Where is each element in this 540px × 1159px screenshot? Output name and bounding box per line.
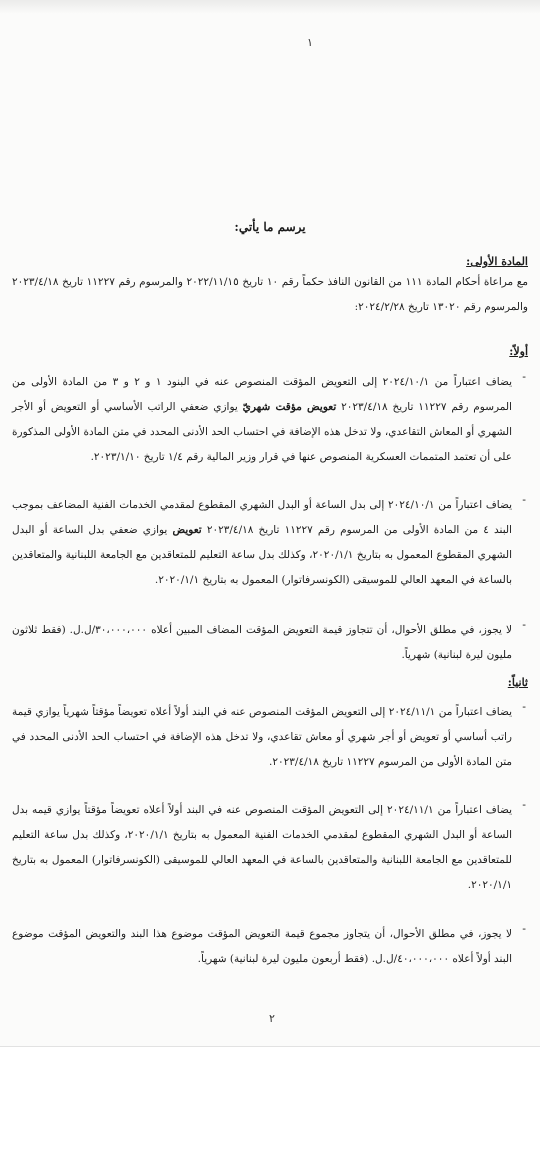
first-item-3 [12,618,512,668]
first-item-2 [12,493,512,593]
decree-heading: يرسم ما يأتي: [234,220,306,234]
intro-paragraph: مع مراعاة أحكام المادة ١١١ من القانون النافذ حكماً رقم ١٠ تاريخ ٢٠٢٢/١١/١٥ والمرسوم رقم ١١٢٢٧ تاريخ ٢٠٢٣/٤/١٨ والمرسوم رقم ١٣٠٢٠ تاريخ ٢٠٢٤/٢/٢٨: [12,276,528,313]
bullet-dash: - [522,618,526,631]
bullet-dash: - [522,700,526,713]
second-item-1: يضاف اعتباراً من ٢٠٢٤/١١/١ إلى التعويض المؤقت المنصوص عنه في البند أولاً أعلاه تعويضاً مؤقتاً شهرياً يوازي قيمة راتب أساسي أو تعويض أو أجر شهري أو معاش تقاعدي، ولا تدخل هذه الإضافة في احتساب الحد الأدنى المحدد في متن المادة الأولى من المرسوم ١١٢٢٧ تاريخ ٢٠٢٣/٤/١٨. [12,706,512,768]
second-item-2: يضاف اعتباراً من ٢٠٢٤/١١/١ إلى التعويض المؤقت المنصوص عنه في البند أولاً أعلاه تعويضاً مؤقتاً يوازي قيمه بدل الساعة أو البدل الشهري المقطوع لمقدمي الخدمات الفنية المعمول به بتاريخ ٢٠٢٠/١/١، وكذلك بدل ساعة التعليم للمتعاقدين مع الجامعة اللبنانية والمتعاقدين بالساعة في المعهد العالي للموسيقى (الكونسرفاتوار) المعمول به بتاريخ ٢٠٢٠/١/١. [12,804,512,891]
first-item-1-bold: تعويض مؤقت شهريّ [242,401,337,413]
blank-area [0,1046,540,1159]
first-item-2-bold: تعويض [172,524,202,536]
bullet-dash: - [522,798,526,811]
second-section-title: ثانياً: [507,676,528,689]
first-item-1-after: يوازي ضعفي الراتب الأساسي أو التعويض أو الأجر الشهري أو المعاش التقاعدي، ولا تدخل هذه الإضافة في احتساب الحد الأدنى المحدد في متن المادة الأولى المذكورة على أن تعتمد المتممات العسكرية المنصوص عنها في قرار وزير المالية رقم ١/٤ تاريخ ٢٠٢٣/١/١٠. [12,401,512,463]
first-section-title: أولاً: [509,345,528,358]
bullet-dash: - [522,493,526,506]
first-item-2-after: يوازي ضعفي بدل الساعة أو البدل الشهري المقطوع المعمول به بتاريخ ٢٠٢٠/١/١، وكذلك بدل ساعة التعليم للمتعاقدين مع الجامعة اللبنانية والمتعاقدين بالساعة في المعهد العالي للموسيقى (الكونسرفاتوار) المعمول به بتاريخ ٢٠٢٠/١/١. [12,524,512,586]
bullet-dash: - [522,922,526,935]
bullet-dash: - [522,370,526,383]
page-number-bottom: ٢ [269,1012,275,1025]
article-one-title: المادة الأولى: [466,255,528,268]
second-item-3: لا يجوز، في مطلق الأحوال، أن يتجاوز مجموع قيمة التعويض المؤقت موضوع هذا البند والتعويض المؤقت موضوع البند أولاً أعلاه ٤٠،٠٠٠،٠٠٠/ل.ل. (فقط أربعون مليون ليرة لبنانية) شهرياً. [12,928,512,965]
scan-edge-shadow [0,0,540,14]
first-item-2-before: يضاف اعتباراً من ٢٠٢٤/١٠/١ إلى بدل الساعة أو البدل الشهري المقطوع لمقدمي الخدمات الفنية المضاعف بموجب البند ٤ من المادة الأولى من المرسوم رقم ١١٢٢٧ تاريخ ٢٠٢٣/٤/١٨ [12,499,512,536]
first-item-1 [12,370,512,470]
page-number-top: ١ [307,36,313,49]
first-item-3-text: لا يجوز، في مطلق الأحوال، أن تتجاوز قيمة التعويض المؤقت المضاف المبين أعلاه ٣٠،٠٠٠،٠٠٠/ل.ل. (فقط ثلاثون مليون ليرة لبنانية) شهرياً. [12,624,512,661]
first-item-1-before: يضاف اعتباراً من ٢٠٢٤/١٠/١ إلى التعويض المؤقت المنصوص عنه في البنود ١ و ٢ و ٣ من المادة الأولى من المرسوم رقم ١١٢٢٧ تاريخ ٢٠٢٣/٤/١٨ [12,376,513,413]
